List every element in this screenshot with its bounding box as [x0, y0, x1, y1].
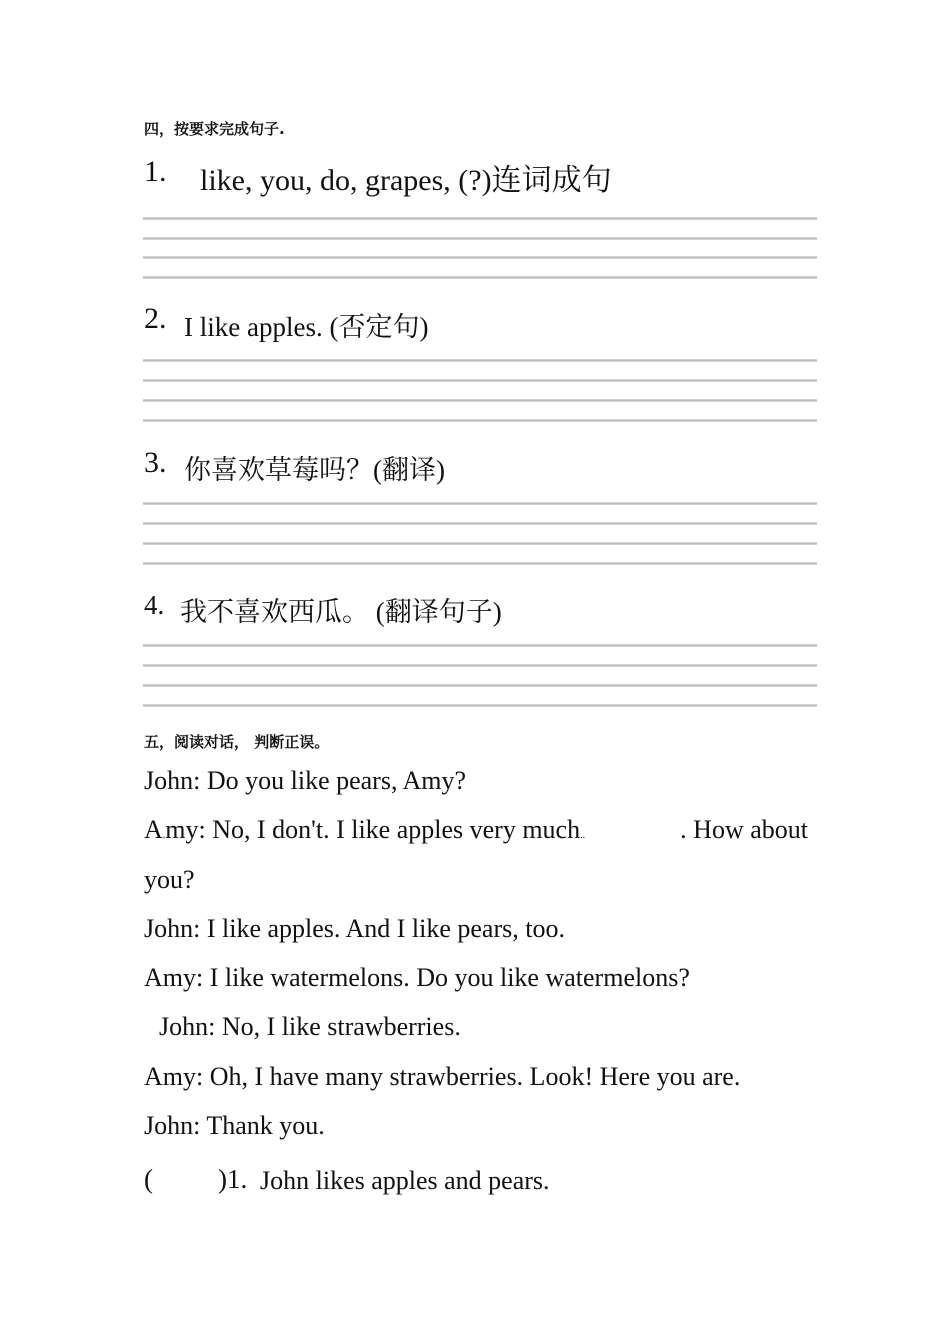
dialogue-line-4: John: I like apples. And I like pears, too. [144, 914, 565, 943]
answer-line[interactable] [143, 256, 817, 259]
answer-line[interactable] [143, 562, 817, 565]
dialogue-line-6: John: No, I like strawberries. [159, 1012, 461, 1041]
question-1-text: like, you, do, grapes, (?)连词成句 [200, 164, 612, 197]
question-3-text: 你喜欢草莓吗？(翻译) [184, 455, 445, 485]
question-4-number: 4. [144, 590, 165, 620]
question-2-text: I like apples. (否定句) [184, 312, 429, 342]
answer-line[interactable] [143, 664, 817, 667]
answer-line[interactable] [143, 502, 817, 505]
section-4-title: 四，按要求完成句子. [144, 120, 285, 138]
dialogue-line-7: Amy: Oh, I have many strawberries. Look! Here you are. [144, 1062, 741, 1091]
dialogue-line-1: John: Do you like pears, Amy? [144, 766, 467, 795]
answer-line[interactable] [143, 399, 817, 402]
dialogue-line-8: John: Thank you. [144, 1111, 325, 1140]
judgement-statement: John likes apples and pears. [260, 1166, 550, 1195]
question-1-number: 1. [144, 155, 167, 188]
section-5-title: 五，阅读对话， 判断正误。 [144, 733, 330, 751]
answer-line[interactable] [143, 237, 817, 240]
judgement-open-paren: ( [144, 1164, 153, 1194]
answer-line[interactable] [143, 419, 817, 422]
question-4-text: 我不喜欢西瓜。 (翻译句子) [180, 597, 502, 627]
dialogue-line-2-a: A.my: No, I don't. I like apples very much.. [144, 815, 586, 844]
answer-line[interactable] [143, 684, 817, 687]
judgement-answer-blank[interactable] [156, 1166, 216, 1196]
answer-line[interactable] [143, 276, 817, 279]
answer-line[interactable] [143, 704, 817, 707]
question-2-number: 2. [144, 302, 167, 335]
judgement-number: )1. [218, 1164, 248, 1194]
question-3-number: 3. [144, 446, 167, 479]
dialogue-line-2-c: . How about [680, 815, 808, 844]
answer-line[interactable] [143, 359, 817, 362]
dialogue-line-3: you? [144, 865, 195, 894]
dialogue-line-2 [144, 815, 808, 845]
answer-line[interactable] [143, 379, 817, 382]
answer-line[interactable] [143, 522, 817, 525]
answer-line[interactable] [143, 644, 817, 647]
answer-line[interactable] [143, 542, 817, 545]
answer-line[interactable] [143, 217, 817, 220]
dialogue-line-5: Amy: I like watermelons. Do you like watermelons? [144, 963, 690, 992]
